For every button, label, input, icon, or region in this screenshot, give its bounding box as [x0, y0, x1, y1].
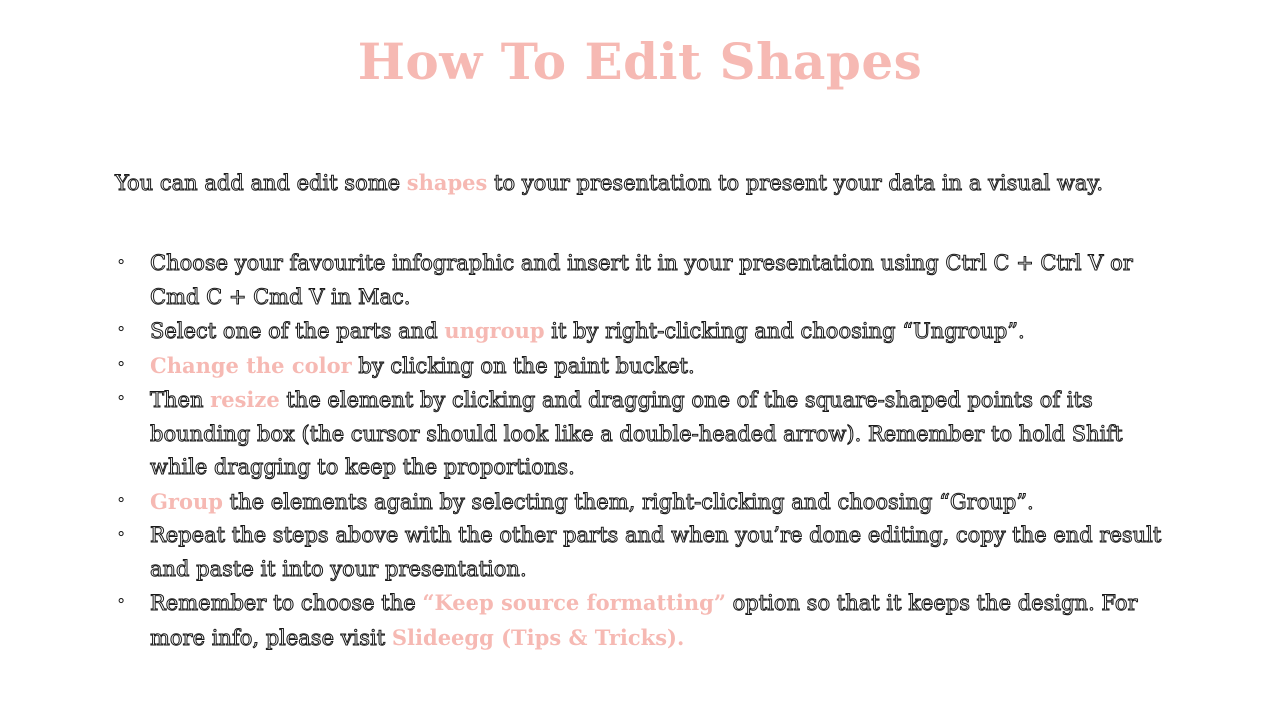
intro-text-before: You can add and edit some	[115, 171, 407, 195]
step-text: Repeat the steps above with the other parts and when you’re done editing, copy the end result and paste it into your presentation.	[150, 523, 1162, 581]
slideegg-tips-link[interactable]: Slideegg (Tips & Tricks)	[391, 624, 677, 650]
bullet-icon: •	[117, 255, 126, 271]
step-highlight: resize	[210, 387, 280, 412]
step-item-3	[115, 349, 1175, 384]
step-highlight: ungroup	[444, 318, 545, 343]
step-text-before: Then	[150, 388, 211, 412]
step-highlight: Group	[150, 488, 223, 514]
intro-paragraph	[115, 166, 1195, 200]
bullet-icon: •	[117, 594, 126, 610]
step-highlight: Change the color	[150, 352, 352, 378]
steps-list	[115, 247, 1175, 655]
bullet-icon: •	[117, 391, 126, 407]
slide-title: How To Edit Shapes	[357, 32, 923, 91]
bullet-icon: •	[117, 527, 126, 543]
bullet-icon: •	[117, 492, 126, 509]
step-item-2	[115, 314, 1175, 349]
step-item-7	[115, 586, 1175, 655]
step-text-after: the elements again by selecting them, right-clicking and choosing “Group”.	[222, 489, 1034, 514]
step-text: Choose your favourite infographic and insert it in your presentation using Ctrl C + Ctrl V or Cmd C + Cmd V in Mac.	[150, 251, 1133, 309]
bullet-icon: •	[117, 322, 126, 338]
step-text-after: it by right-clicking and choosing “Ungroup”.	[544, 319, 1025, 343]
step-item-4	[115, 383, 1175, 485]
step-highlight: “Keep source formatting”	[422, 590, 726, 615]
step-item-1	[115, 247, 1175, 314]
intro-highlight: shapes	[406, 170, 488, 195]
step-text-after: option so that it keeps the design. For more info, please visit	[150, 591, 1138, 650]
step-text-end: .	[676, 624, 685, 650]
step-text-before: Remember to choose the	[150, 591, 423, 615]
bullet-icon: •	[117, 356, 126, 373]
step-item-6	[115, 519, 1175, 586]
intro-text-after: to your presentation to present your data in a visual way.	[487, 171, 1104, 195]
step-text-after: the element by clicking and dragging one of the square-shaped points of its bounding box (the cursor should look like a double-headed arrow). Remember to hold Shift while dragging to keep the proportions.	[150, 388, 1123, 479]
step-text-before: Select one of the parts and	[150, 319, 445, 343]
step-text-after: by clicking on the paint bucket.	[351, 353, 695, 378]
step-item-5	[115, 485, 1175, 520]
